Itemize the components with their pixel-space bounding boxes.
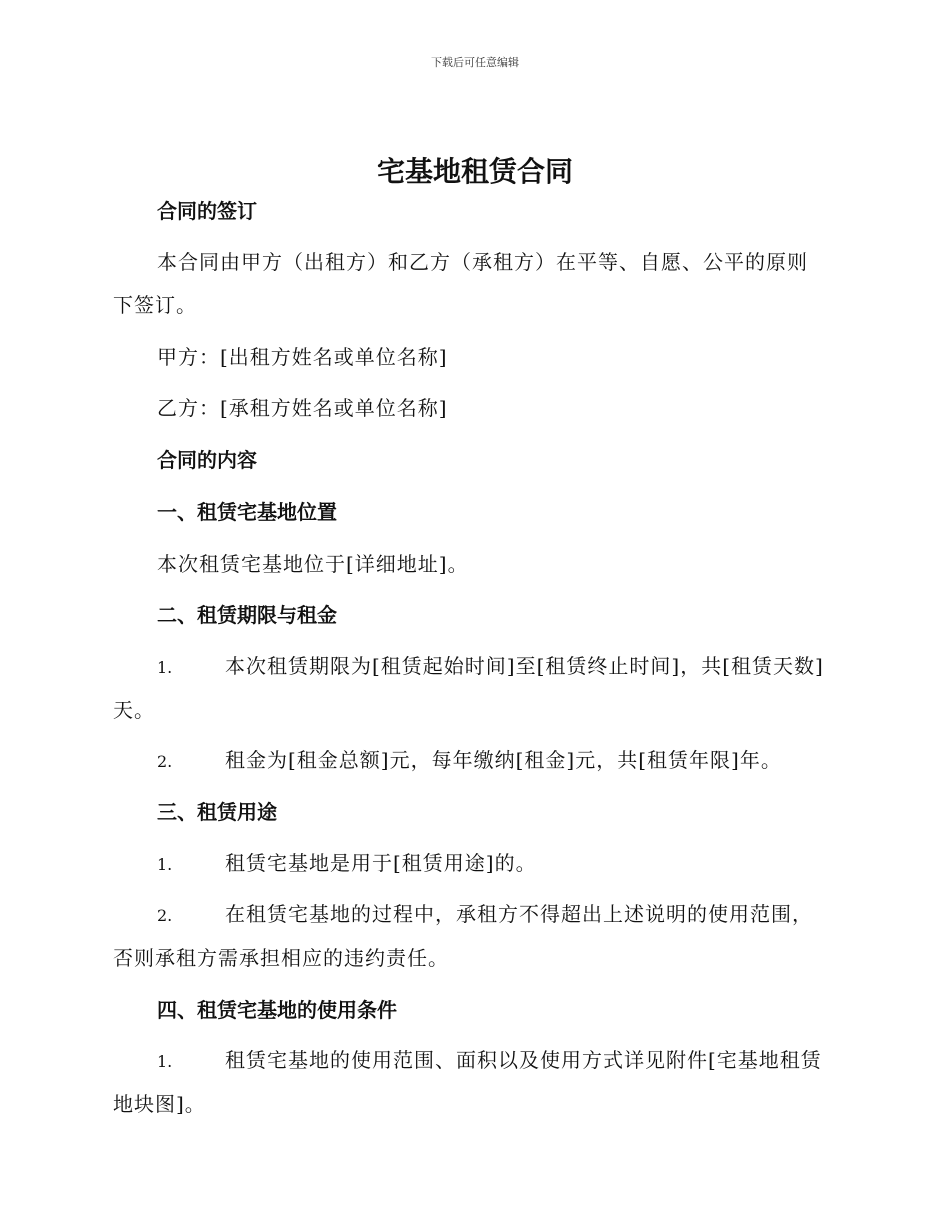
item-text-line-2: 否则承租方需承担相应的违约责任。 — [113, 946, 449, 970]
clause1-heading: 一、租赁宅基地位置 — [157, 500, 337, 524]
clause3-heading: 三、租赁用途 — [157, 800, 277, 824]
clause2-item-2 — [113, 739, 837, 783]
clause4-item-1 — [113, 1039, 837, 1126]
item-number: 1. — [157, 855, 173, 874]
document-title: 宅基地租赁合同 — [376, 155, 573, 188]
intro-paragraph — [113, 241, 837, 327]
clause2-heading: 二、租赁期限与租金 — [157, 603, 337, 627]
party-a-line: 甲方：[出租方姓名或单位名称] — [157, 345, 448, 369]
item-text-line-2: 地块图]。 — [113, 1092, 206, 1116]
header-note: 下载后可任意编辑 — [431, 56, 519, 69]
item-text-line-1: 在租赁宅基地的过程中，承租方不得超出上述说明的使用范围， — [225, 902, 813, 926]
clause3-item-1 — [113, 842, 837, 886]
item-text-line-1: 本次租赁期限为[租赁起始时间]至[租赁终止时间]，共[租赁天数] — [225, 654, 824, 678]
item-number: 1. — [157, 658, 173, 677]
section-heading-content: 合同的内容 — [157, 448, 257, 472]
item-text-line-1: 租金为[租金总额]元，每年缴纳[租金]元，共[租赁年限]年。 — [225, 748, 782, 772]
item-number: 1. — [157, 1052, 173, 1071]
item-number: 2. — [157, 906, 173, 925]
item-text-line-2: 天。 — [113, 698, 155, 722]
clause1-text: 本次租赁宅基地位于[详细地址]。 — [157, 552, 469, 576]
clause3-item-2 — [113, 893, 837, 980]
clause2-item-1 — [113, 645, 837, 732]
clause4-heading: 四、租赁宅基地的使用条件 — [157, 998, 397, 1022]
intro-line-1: 本合同由甲方（出租方）和乙方（承租方）在平等、自愿、公平的原则 — [157, 250, 808, 274]
item-text-line-1: 租赁宅基地是用于[租赁用途]的。 — [225, 851, 537, 875]
item-text-line-1: 租赁宅基地的使用范围、面积以及使用方式详见附件[宅基地租赁 — [225, 1048, 822, 1072]
section-heading-signing: 合同的签订 — [157, 199, 257, 223]
party-b-line: 乙方：[承租方姓名或单位名称] — [157, 396, 448, 420]
item-number: 2. — [157, 752, 173, 771]
intro-line-2: 下签订。 — [113, 293, 197, 317]
